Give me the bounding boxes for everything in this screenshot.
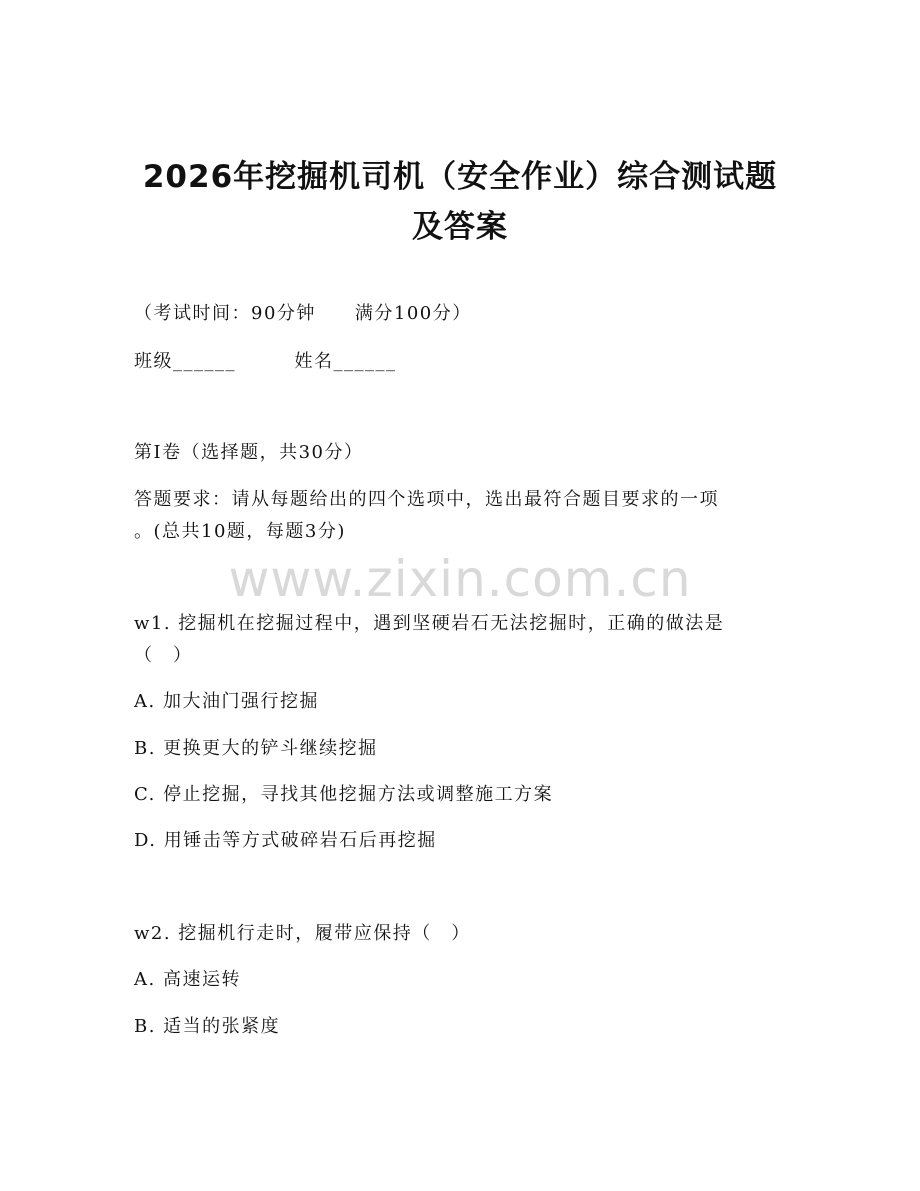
question-1-option-b: B. 更换更大的铲斗继续挖掘 <box>134 738 378 759</box>
exam-info: （考试时间：90分钟 满分100分） <box>134 303 472 324</box>
class-name-fields: 班级______ 姓名______ <box>134 351 397 372</box>
question-2-option-b: B. 适当的张紧度 <box>134 1016 281 1037</box>
requirement-line2: 。(总共10题，每题3分) <box>134 521 346 542</box>
section-title: 第Ⅰ卷（选择题，共30分） <box>134 442 364 463</box>
question-2-option-a: A. 高速运转 <box>134 969 241 990</box>
document-title-line1: 2026年挖掘机司机（安全作业）综合测试题 <box>142 159 778 195</box>
watermark: www.zixin.com.cn <box>228 550 692 608</box>
question-1-stem-line2: （ ） <box>134 645 193 666</box>
document-title-line2: 及答案 <box>412 209 508 245</box>
question-2-stem-line1: w2. 挖掘机行走时，履带应保持（ ） <box>134 923 471 944</box>
requirement-line1: 答题要求：请从每题给出的四个选项中，选出最符合题目要求的一项 <box>134 489 719 510</box>
question-1-option-a: A. 加大油门强行挖掘 <box>134 691 319 712</box>
question-1-stem-line1: w1. 挖掘机在挖掘过程中，遇到坚硬岩石无法挖掘时，正确的做法是 <box>134 613 725 634</box>
question-1-option-d: D. 用锤击等方式破碎岩石后再挖掘 <box>134 830 437 851</box>
question-1-option-c: C. 停止挖掘，寻找其他挖掘方法或调整施工方案 <box>134 784 554 805</box>
